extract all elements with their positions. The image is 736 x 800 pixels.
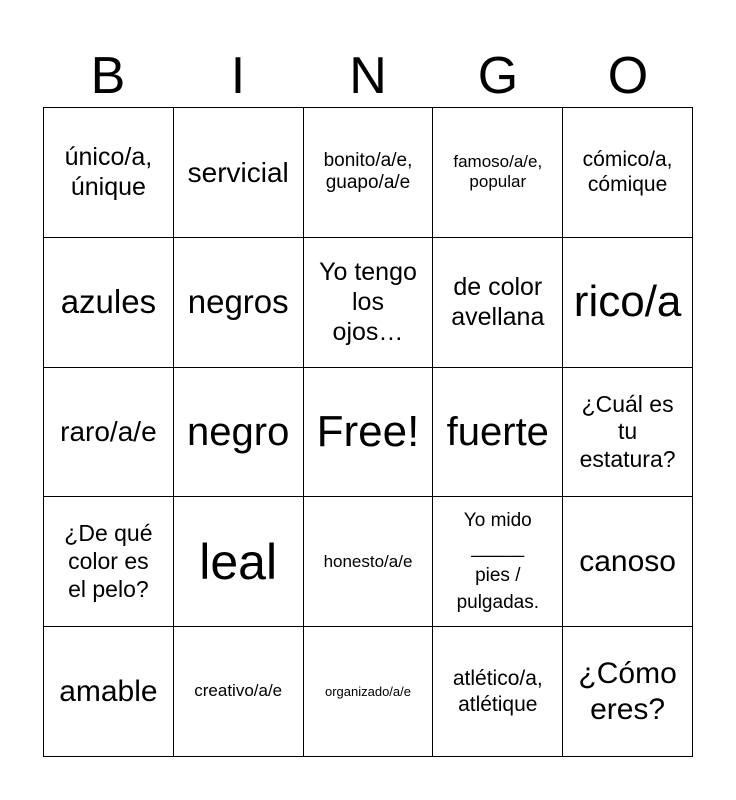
- bingo-cell[interactable]: [433, 368, 563, 498]
- cell-text: atlético/a, atlétique: [452, 667, 543, 716]
- bingo-cell[interactable]: [433, 497, 563, 627]
- bingo-cell[interactable]: [563, 108, 693, 238]
- cell-text: organizado/a/e: [324, 683, 411, 699]
- bingo-cell[interactable]: [563, 497, 693, 627]
- cell-text: Yo tengo los ojos…: [319, 258, 417, 347]
- bingo-cell[interactable]: [304, 627, 434, 757]
- cell-text: negros: [187, 283, 289, 321]
- cell-text: honesto/a/e: [323, 551, 413, 571]
- cell-text: de color avellana: [451, 273, 545, 332]
- header-letter-i: I: [230, 47, 246, 105]
- bingo-cell[interactable]: [563, 368, 693, 498]
- cell-text: rico/a: [573, 276, 682, 326]
- bingo-cell[interactable]: [563, 627, 693, 757]
- cell-text: ¿Cómo eres?: [578, 656, 677, 726]
- bingo-cell[interactable]: [174, 497, 304, 627]
- cell-text: Free!: [316, 406, 420, 456]
- bingo-cell[interactable]: [174, 108, 304, 238]
- bingo-cell[interactable]: [433, 238, 563, 368]
- free-space[interactable]: [304, 368, 434, 498]
- bingo-cell[interactable]: [174, 238, 304, 368]
- bingo-cell[interactable]: [563, 238, 693, 368]
- header-letter-g: G: [477, 47, 519, 105]
- cell-text: canoso: [579, 544, 676, 578]
- bingo-cell[interactable]: [433, 108, 563, 238]
- bingo-cell[interactable]: [44, 627, 174, 757]
- cell-text: leal: [199, 533, 278, 590]
- cell-text: raro/a/e: [60, 416, 157, 448]
- bingo-cell[interactable]: [304, 497, 434, 627]
- bingo-cell[interactable]: [304, 238, 434, 368]
- cell-text: famoso/a/e, popular: [453, 152, 543, 192]
- bingo-cell[interactable]: [44, 108, 174, 238]
- bingo-cell[interactable]: [44, 368, 174, 498]
- bingo-cell[interactable]: [44, 497, 174, 627]
- bingo-cell[interactable]: [174, 368, 304, 498]
- cell-text: fuerte: [446, 409, 549, 454]
- cell-text: servicial: [187, 156, 289, 188]
- bingo-cell[interactable]: [44, 238, 174, 368]
- header-letter-n: N: [349, 47, 387, 105]
- bingo-cell[interactable]: [304, 108, 434, 238]
- cell-text: ¿De qué color es el pelo?: [64, 520, 153, 602]
- bingo-header: [43, 46, 693, 106]
- header-letter-b: B: [90, 47, 126, 105]
- cell-text: amable: [59, 674, 158, 708]
- cell-text: creativo/a/e: [194, 681, 283, 701]
- bingo-card: [43, 107, 693, 757]
- cell-text: azules: [60, 283, 157, 321]
- cell-text: ¿Cuál es tu estatura?: [579, 390, 676, 472]
- header-letter-o: O: [607, 47, 649, 105]
- cell-text: negro: [187, 409, 290, 454]
- cell-text: cómico/a, cómique: [582, 148, 673, 197]
- cell-text: bonito/a/e, guapo/a/e: [323, 149, 413, 194]
- cell-text: Yo mido _____ pies / pulgadas.: [456, 509, 539, 614]
- cell-text: único/a, únique: [64, 143, 153, 202]
- bingo-cell[interactable]: [174, 627, 304, 757]
- bingo-cell[interactable]: [433, 627, 563, 757]
